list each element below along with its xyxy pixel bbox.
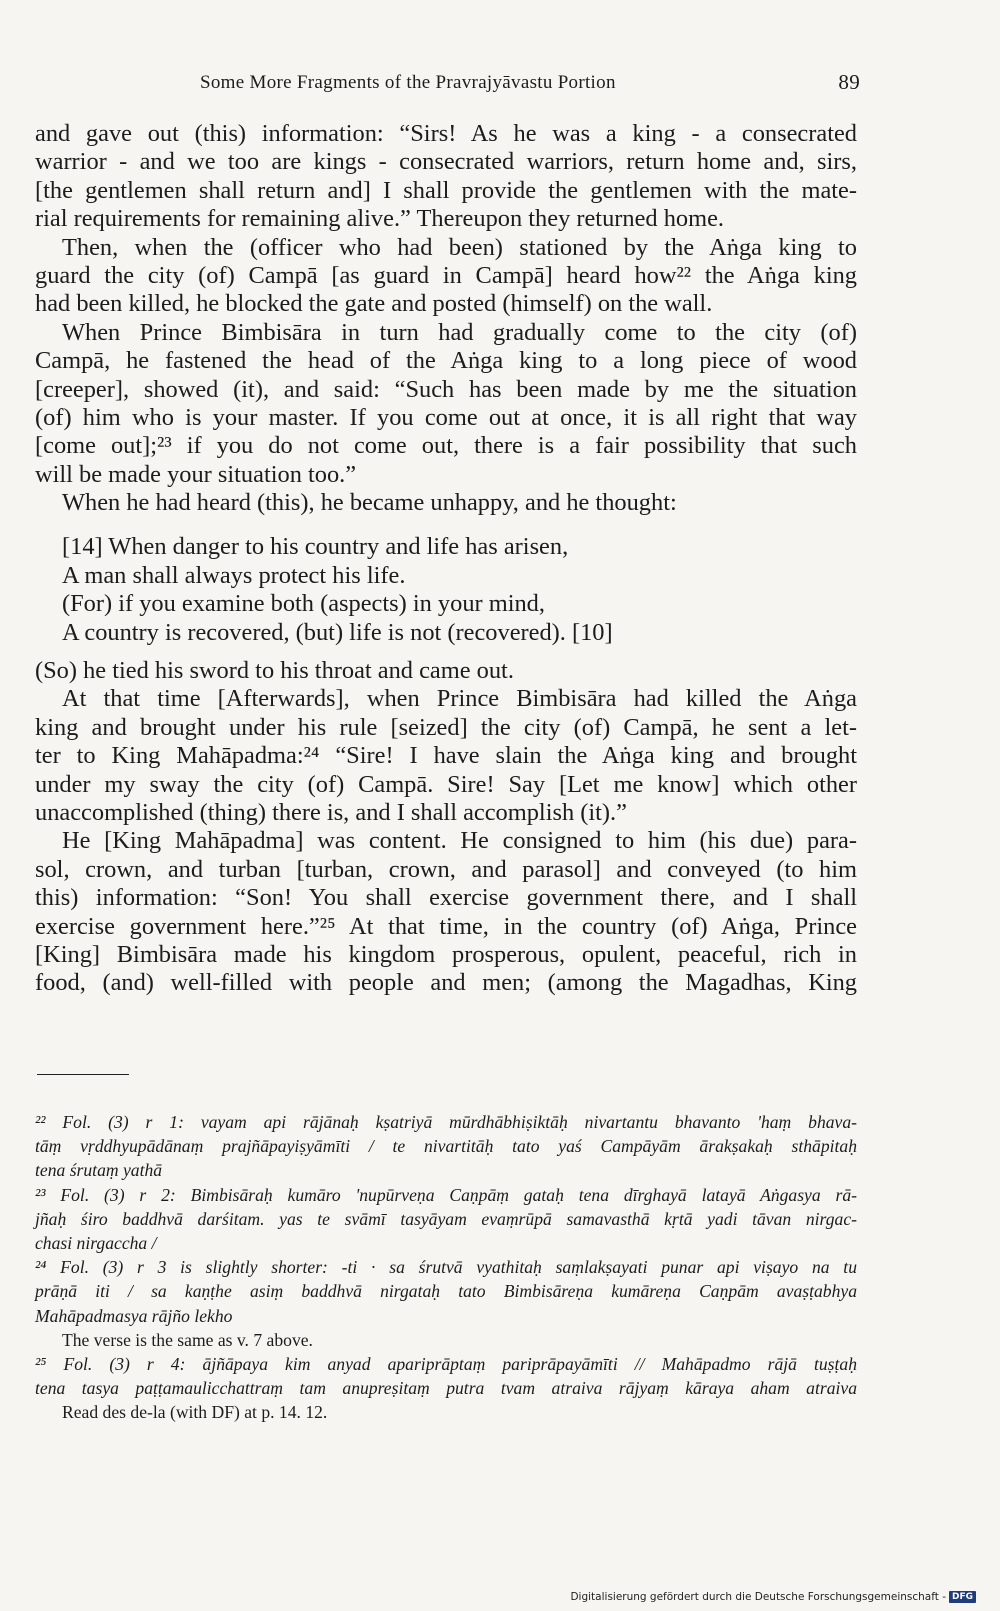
- text-line: He [King Mahāpadma] was content. He consigned to him (his due) para-: [62, 827, 857, 855]
- text-line: (So) he tied his sword to his throat and came out.: [35, 657, 514, 685]
- verse-line: A man shall always protect his life.: [62, 561, 406, 589]
- text-line: [King] Bimbisāra made his kingdom prosperous, opulent, peaceful, rich in: [35, 940, 857, 968]
- text-line: When Prince Bimbisāra in turn had gradually come to the city (of): [62, 318, 857, 346]
- footnote-line: ²⁴ Fol. (3) r 3 is slightly shorter: -ti · sa śrutvā vyathitaḥ saṃlakṣayati punar api viṣayo na tu: [35, 1257, 857, 1278]
- digitization-credit: [570, 1589, 976, 1605]
- text-line: At that time [Afterwards], when Prince Bimbisāra had killed the Aṅga: [62, 685, 857, 713]
- footnote-line: jñaḥ śiro baddhvā darśitam. yas te svāmī tasyāyam evaṃrūpā samavasthā kṛtā yadi tāvan nirgac-: [35, 1208, 857, 1229]
- text-line: unaccomplished (thing) there is, and I shall accomplish (it).”: [35, 798, 627, 826]
- footnote-line: Read des de-la (with DF) at p. 14. 12.: [62, 1402, 328, 1423]
- text-line: food, (and) well-filled with people and men; (among the Magadhas, King: [35, 969, 857, 997]
- footnote-line: ²² Fol. (3) r 1: vayam api rājānaḥ kṣatriyā mūrdhābhiṣiktāḥ nivartantu bhavanto 'haṃ bhava-: [35, 1112, 857, 1132]
- text-line: [the gentlemen shall return and] I shall provide the gentlemen with the mate-: [35, 176, 857, 204]
- verse-gap: [35, 647, 857, 657]
- dfg-logo: DFG: [949, 1591, 976, 1603]
- footnote-line: ²³ Fol. (3) r 2: Bimbisāraḥ kumāro 'nupūrveṇa Caṇpāṃ gataḥ tena dīrghayā latayā Aṅgasya rā-: [35, 1184, 857, 1205]
- text-line: this) information: “Son! You shall exercise government there, and I shall: [35, 884, 857, 912]
- footnotes: [35, 1110, 857, 1424]
- text-line: Then, when the (officer who had been) stationed by the Aṅga king to: [62, 233, 857, 261]
- text-line: king and brought under his rule [seized] the city (of) Campā, he sent a let-: [35, 713, 857, 741]
- text-line: had been killed, he blocked the gate and posted (himself) on the wall.: [35, 290, 713, 318]
- text-line: warrior - and we too are kings - consecrated warriors, return home and, sirs,: [35, 148, 857, 176]
- text-line: rial requirements for remaining alive.” Thereupon they returned home.: [35, 205, 724, 233]
- text-line: ter to King Mahāpadma:²⁴ “Sire! I have slain the Aṅga king and brought: [35, 742, 857, 770]
- verse-line: (For) if you examine both (aspects) in your mind,: [62, 590, 545, 618]
- text-line: will be made your situation too.”: [35, 460, 357, 488]
- running-header: [200, 68, 860, 96]
- verse-line: [14] When danger to his country and life has arisen,: [62, 533, 569, 561]
- text-line: guard the city (of) Campā [as guard in Campā] heard how²² the Aṅga king: [35, 261, 857, 289]
- text-line: When he had heard (this), he became unhappy, and he thought:: [62, 489, 677, 517]
- footnote-line: The verse is the same as v. 7 above.: [62, 1329, 313, 1350]
- running-title: Some More Fragments of the Pravrajyāvastu Portion: [200, 72, 616, 93]
- text-line: and gave out (this) information: “Sirs! As he was a king - a consecrated: [35, 120, 857, 147]
- main-text: [35, 120, 857, 998]
- credit-text: Digitalisierung gefördert durch die Deutsche Forschungsgemeinschaft -: [570, 1591, 946, 1603]
- footnote-line: tena tasya paṭṭamaulicchattraṃ tam anupreṣitaṃ putra tvam atraiva rājyaṃ kāraya aham atraiva: [35, 1378, 857, 1399]
- footnote-line: chasi nirgaccha /: [35, 1232, 157, 1253]
- text-line: Campā, he fastened the head of the Aṅga king to a long piece of wood: [35, 347, 857, 375]
- text-line: sol, crown, and turban [turban, crown, and parasol] and conveyed (to him: [35, 855, 857, 883]
- verse-line: A country is recovered, (but) life is not (recovered). [10]: [62, 618, 613, 646]
- footnote-rule: [37, 1074, 129, 1075]
- footnote-line: tena śrutaṃ yathā: [35, 1160, 163, 1181]
- text-line: under my sway the city (of) Campā. Sire! Say [Let me know] which other: [35, 770, 857, 798]
- footnote-line: Mahāpadmasya rājño lekho: [35, 1305, 233, 1326]
- text-line: [come out];²³ if you do not come out, there is a fair possibility that such: [35, 432, 857, 460]
- text-line: (of) him who is your master. If you come out at once, it is all right that way: [35, 403, 857, 431]
- footnote-line: tāṃ vṛddhyupādānaṃ prajñāpayiṣyāmīti / te nivartitāḥ tato yaś Campāyām ārakṣakaḥ sthāpitaḥ: [35, 1136, 857, 1157]
- verse-gap: [35, 517, 857, 533]
- page-number: 89: [838, 70, 860, 94]
- footnote-line: prāṇā iti / sa kaṇṭhe asiṃ baddhvā nirgataḥ tato Bimbisāreṇa kumāreṇa Caṇpām avaṣṭabhya: [35, 1281, 857, 1302]
- footnote-line: ²⁵ Fol. (3) r 4: ājñāpaya kim anyad apariprāptaṃ pariprāpayāmīti // Mahāpadmo rājā tuṣṭaḥ: [35, 1353, 857, 1374]
- text-line: [creeper], showed (it), and said: “Such has been made by me the situation: [35, 375, 857, 403]
- text-line: exercise government here.”²⁵ At that time, in the country (of) Aṅga, Prince: [35, 912, 857, 940]
